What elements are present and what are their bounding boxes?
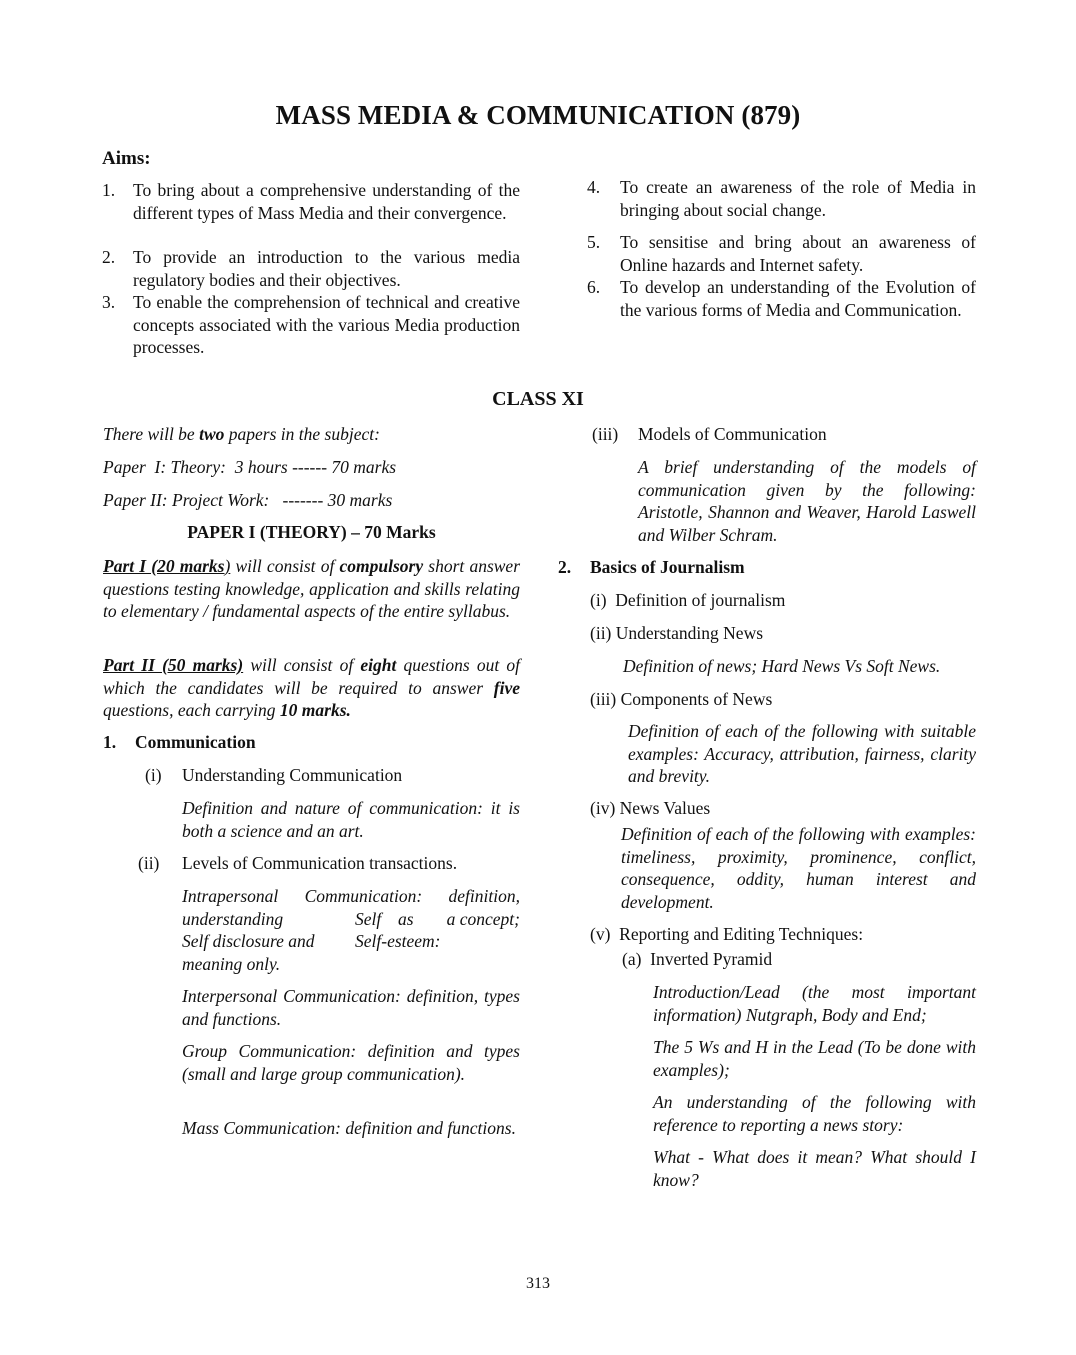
group-communication-description: Group Communication: definition and types (small and large group communication). <box>182 1041 520 1084</box>
intrapersonal-block <box>182 885 520 975</box>
sub-i-title: Understanding Communication <box>182 765 403 785</box>
class-heading: CLASS XI <box>492 388 584 410</box>
pyramid-item-3: An understanding of the following with reference to reporting a news story: <box>653 1092 976 1135</box>
aim-item-3 <box>102 291 520 359</box>
aim-item-4 <box>587 176 976 221</box>
aim-text: To bring about a comprehensive understanding of the different types of Mass Media and their convergence. <box>133 180 520 223</box>
sub-iii-title: Models of Communication <box>638 424 827 444</box>
sub-i-description: Definition and nature of communication: it is both a science and an art. <box>182 798 520 841</box>
aim-text: To create an awareness of the role of Media in bringing about social change. <box>620 177 976 220</box>
intrapersonal-line-3: Self disclosure and Self-esteem: <box>182 931 441 951</box>
intrapersonal-line-2: understanding Self as a concept; <box>182 908 520 929</box>
part-2-description: Part II (50 marks) will consist of eight questions out of which the candidates will be required to answer five questions, each carrying 10 marks. <box>103 655 521 720</box>
sub-iii-number: (iii) <box>592 424 619 444</box>
paper-theory-heading: PAPER I (THEORY) – 70 Marks <box>187 522 436 542</box>
papers-intro: There will be two papers in the subject: <box>103 424 380 444</box>
sub-iii-description: A brief understanding of the models of communication given by the following: Aristotle, Shannon and Weaver, Harold Laswell and Wilber Schram. <box>638 457 976 545</box>
aim-item-1 <box>102 179 520 224</box>
aim-text: To develop an understanding of the Evolution of the various forms of Media and Communication. <box>620 277 976 320</box>
section-2-number: 2. <box>558 557 572 577</box>
section-1-number: 1. <box>103 732 117 752</box>
aim-item-5 <box>587 231 976 276</box>
section-1-title: Communication <box>135 732 256 752</box>
page-title: MASS MEDIA & COMMUNICATION (879) <box>275 100 801 130</box>
aim-number: 4. <box>587 177 601 197</box>
intrapersonal-line-1: Intrapersonal Communication: definition, <box>182 886 520 906</box>
aim-number: 1. <box>102 180 116 200</box>
aim-text: To sensitise and bring about an awareness of Online hazards and Internet safety. <box>620 232 976 275</box>
journalism-iii-description: Definition of each of the following with suitable examples: Accuracy, attribution, fairness, clarity and brevity. <box>628 721 976 786</box>
interpersonal-description: Interpersonal Communication: definition, types and functions. <box>182 986 520 1029</box>
paper-1-line: Paper I: Theory: 3 hours ------ 70 marks <box>103 457 397 477</box>
aim-text: To provide an introduction to the various media regulatory bodies and their objectives. <box>133 247 520 290</box>
aim-number: 3. <box>102 292 116 312</box>
aim-number: 5. <box>587 232 601 252</box>
aim-text: To enable the comprehension of technical and creative concepts associated with the various Media production processes. <box>133 292 520 357</box>
journalism-ii: (ii) Understanding News <box>590 623 764 643</box>
inverted-pyramid: (a) Inverted Pyramid <box>622 949 773 969</box>
journalism-iv: (iv) News Values <box>590 798 711 818</box>
mass-communication-description: Mass Communication: definition and functions. <box>182 1118 516 1138</box>
aim-item-2 <box>102 246 520 291</box>
part-1-description: Part I (20 marks) will consist of compulsory short answer questions testing knowledge, application and skills relating to elementary / fundamental aspects of the entire syllabus. <box>103 556 521 621</box>
pyramid-item-4: What - What does it mean? What should I know? <box>653 1147 976 1190</box>
journalism-ii-description: Definition of news; Hard News Vs Soft News. <box>623 656 941 676</box>
pyramid-item-2: The 5 Ws and H in the Lead (To be done with examples); <box>653 1037 976 1080</box>
journalism-i: (i) Definition of journalism <box>590 590 786 610</box>
intrapersonal-line-4: meaning only. <box>182 953 281 974</box>
aims-heading: Aims: <box>102 148 151 169</box>
journalism-v: (v) Reporting and Editing Techniques: <box>590 924 864 944</box>
journalism-iii: (iii) Components of News <box>590 689 773 709</box>
aim-item-6 <box>587 276 976 321</box>
sub-ii-title: Levels of Communication transactions. <box>182 853 458 873</box>
paper-2-line: Paper II: Project Work: ------- 30 marks <box>103 490 393 510</box>
pyramid-item-1: Introduction/Lead (the most important information) Nutgraph, Body and End; <box>653 982 976 1025</box>
sub-i-number: (i) <box>145 765 162 785</box>
sub-ii-number: (ii) <box>138 853 160 873</box>
aim-number: 2. <box>102 247 116 267</box>
journalism-iv-description: Definition of each of the following with examples: timeliness, proximity, prominence, conflict, consequence, oddity, human interest and development. <box>621 824 976 912</box>
page-number: 313 <box>526 1275 550 1292</box>
aim-number: 6. <box>587 277 601 297</box>
section-2-title: Basics of Journalism <box>590 557 745 577</box>
